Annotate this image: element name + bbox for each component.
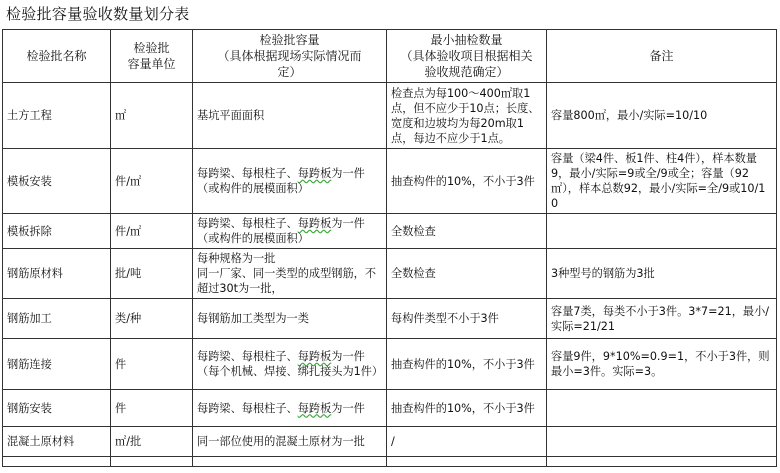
cell-sampling: 抽查构件的10%，不小于3件 [387, 390, 547, 427]
cell-remark [547, 390, 777, 427]
table-row [3, 427, 777, 457]
table-row [3, 249, 777, 299]
spellcheck-marked-text: 每跨板 [297, 167, 332, 180]
cell-capacity [193, 390, 387, 427]
header-line: 检验批容量 [259, 33, 320, 47]
cell-remark [547, 214, 777, 249]
cell-name: 钢筋安装 [3, 390, 111, 427]
header-unit [111, 30, 193, 83]
table-row [3, 390, 777, 427]
header-capacity [193, 30, 387, 83]
cell-sampling: 抽查构件的10%，不小于3件 [387, 339, 547, 390]
page-title: 检验批容量验收数量划分表 [6, 5, 190, 23]
cell-remark: 容量（梁4件、板1件、柱4件），样本数量9，最小/实际=9或全/9或全；容量（92㎡），样本总数92，最小/实际=全/9或10/10 [547, 149, 777, 214]
table-row [3, 149, 777, 214]
capacity-text: 为一件（或构件的展模面积） [197, 217, 365, 245]
cell-sampling: / [387, 427, 547, 457]
header-line: （具体验收项目根据相关 [400, 49, 533, 63]
cell-sampling: 全数检查 [387, 249, 547, 299]
header-line: 验收规范确定） [424, 65, 509, 79]
header-name [3, 30, 111, 83]
capacity-text: 每跨梁、每根柱子、 [197, 217, 298, 230]
cell-unit: 批/吨 [111, 249, 193, 299]
table-row [3, 339, 777, 390]
cell-capacity: 每钢筋加工类型为一类 [193, 299, 387, 339]
capacity-text: 为一件 [331, 401, 365, 415]
cell-capacity [193, 149, 387, 214]
cell-unit: 件/㎡ [111, 214, 193, 249]
cell-unit: 件 [111, 390, 193, 427]
table-row [3, 83, 777, 149]
cell-name: 模板安装 [3, 149, 111, 214]
cell-sampling: 抽查构件的10%，不小于3件 [387, 149, 547, 214]
cell-name: 钢筋加工 [3, 299, 111, 339]
cell-name: 模板拆除 [3, 214, 111, 249]
table-header-row [3, 30, 777, 83]
header-line: 定） [277, 65, 302, 79]
cell-name: 混凝土原材料 [3, 427, 111, 457]
cell-unit: ㎡/批 [111, 427, 193, 457]
cell-sampling: 每构件类型不小于3件 [387, 299, 547, 339]
cell-unit: 类/种 [111, 299, 193, 339]
table-row [3, 299, 777, 339]
header-line: 最小抽检数量 [430, 33, 503, 47]
header-line: （具体根据现场实际情况而 [217, 49, 362, 63]
acceptance-table [2, 29, 777, 467]
capacity-text: 每跨梁、每根柱子、 [197, 350, 298, 363]
cell-capacity [193, 339, 387, 390]
capacity-text: 每跨梁、每根柱子、 [197, 401, 298, 415]
cell-sampling: 全数检查 [387, 214, 547, 249]
spellcheck-marked-text: 每跨板 [297, 350, 332, 363]
cell-capacity [193, 214, 387, 249]
capacity-text: 每跨梁、每根柱子、 [197, 167, 298, 180]
table-row-cutoff [3, 457, 777, 467]
header-line: 检验批 [133, 41, 170, 55]
header-sampling [387, 30, 547, 83]
cell-remark: 容量7类，每类不小于3件。3*7=21，最小/实际=21/21 [547, 299, 777, 339]
capacity-text: 为一件（每个机械、焊接、绑扎接头为1件） [197, 350, 384, 378]
cell-name: 钢筋原材料 [3, 249, 111, 299]
cell-sampling: 检查点为每100～400㎡取1点，但不应少于10点；长度、宽度和边坡均为每20m取1点，每边不应少于1点。 [387, 83, 547, 149]
cell-unit: ㎡ [111, 83, 193, 149]
cell-remark: 3种型号的钢筋为3批 [547, 249, 777, 299]
capacity-text: 为一件（或构件的展模面积） [197, 167, 365, 195]
header-line: 备注 [649, 49, 674, 63]
cell-name: 钢筋连接 [3, 339, 111, 390]
cell-name: 土方工程 [3, 83, 111, 149]
cell-capacity: 基坑平面面积 [193, 83, 387, 149]
cell-capacity: 每种规格为一批 同一厂家、同一类型的成型钢筋，不超过30t为一批， [193, 249, 387, 299]
header-remark [547, 30, 777, 83]
cell-capacity: 同一部位使用的混凝土原材为一批 [193, 427, 387, 457]
cell-unit: 件 [111, 339, 193, 390]
cell-unit: 件/㎡ [111, 149, 193, 214]
header-line: 检验批名称 [26, 49, 87, 63]
table-row [3, 214, 777, 249]
cell-remark [547, 427, 777, 457]
spellcheck-marked-text: 每跨板 [297, 401, 332, 415]
spellcheck-marked-text: 每跨板 [297, 217, 332, 230]
cell-remark: 容量800㎡，最小/实际=10/10 [547, 83, 777, 149]
cell-remark: 容量9件，9*10%=0.9=1，不小于3件，则最小=3件。实际=3。 [547, 339, 777, 390]
header-line: 容量单位 [127, 57, 176, 71]
